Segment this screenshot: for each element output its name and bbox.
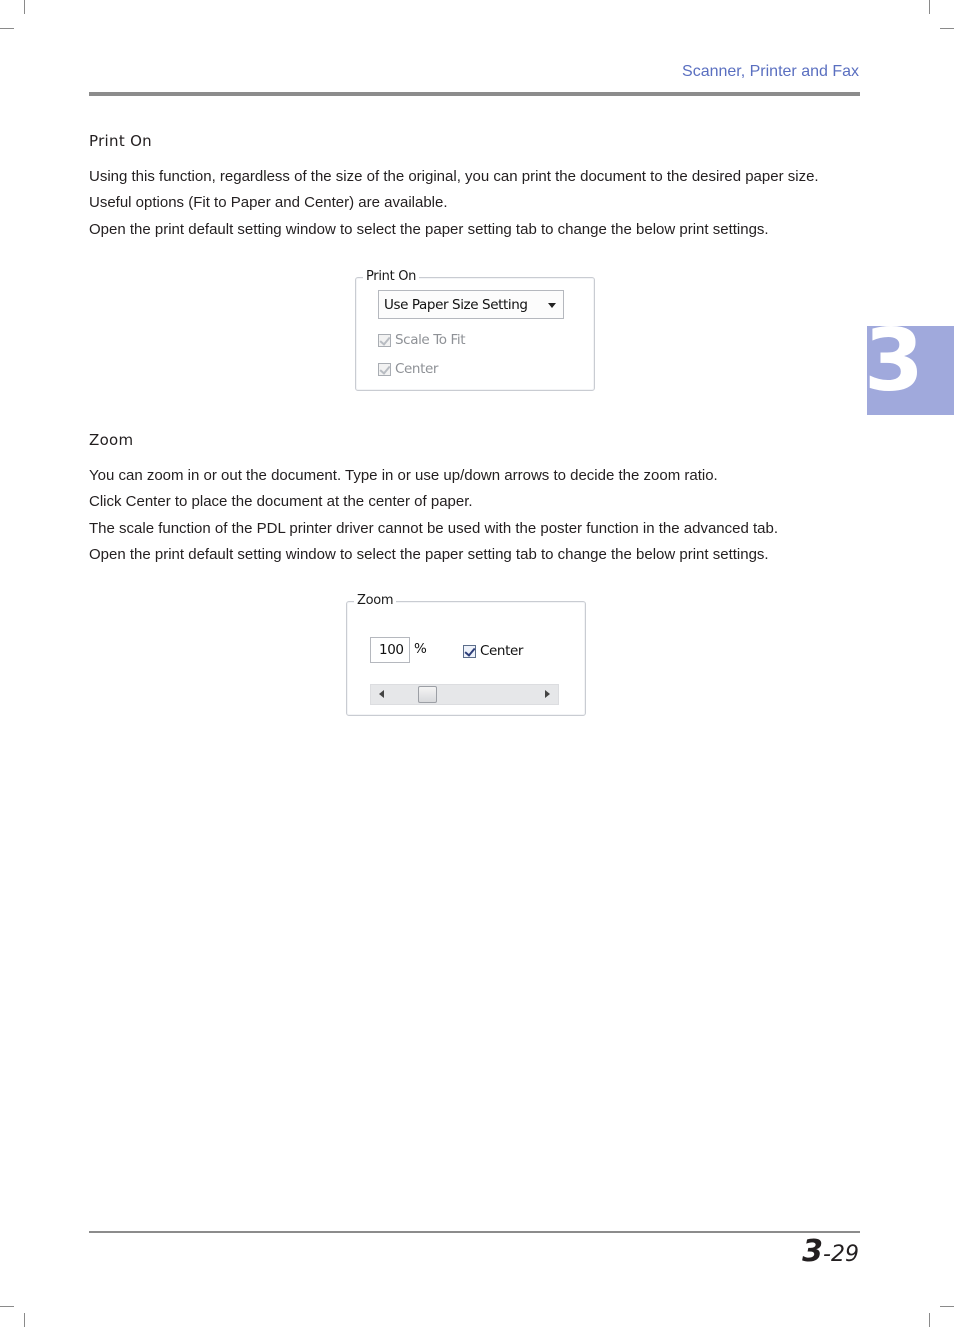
chapter-tab-number: 3 (864, 311, 924, 411)
center-label: Center (395, 361, 439, 377)
chevron-down-icon (548, 303, 556, 308)
print-on-groupbox (355, 269, 595, 391)
page-number-separator: - (823, 1242, 831, 1267)
section-heading-print-on: Print On (89, 132, 152, 150)
arrow-left-icon[interactable] (379, 690, 384, 698)
zoom-unit-label: % (414, 641, 427, 657)
page-number-page: 29 (831, 1242, 859, 1267)
paper-size-dropdown[interactable] (378, 290, 564, 319)
crop-mark (0, 1306, 14, 1307)
header-rule (89, 92, 860, 96)
paragraph: Using this function, regardless of the size of the original, you can print the document to the desired paper size. (89, 168, 819, 185)
paper-size-dropdown-value: Use Paper Size Setting (384, 297, 528, 313)
section-body-zoom (89, 463, 869, 569)
crop-mark (929, 1313, 930, 1327)
page-number-chapter: 3 (802, 1234, 824, 1269)
crop-mark (940, 1306, 954, 1307)
chapter-tab (864, 311, 954, 415)
footer-rule (89, 1231, 860, 1233)
crop-mark (929, 0, 930, 14)
crop-mark (24, 1313, 25, 1327)
zoom-center-checkbox[interactable] (463, 643, 523, 659)
arrow-right-icon[interactable] (545, 690, 550, 698)
zoom-slider[interactable] (370, 684, 559, 705)
paragraph: The scale function of the PDL printer driver cannot be used with the poster function in the advanced tab. (89, 519, 779, 537)
section-heading-zoom: Zoom (89, 431, 134, 449)
crop-mark (940, 28, 954, 29)
zoom-slider-thumb[interactable] (418, 686, 437, 703)
scale-to-fit-label: Scale To Fit (395, 332, 466, 348)
paragraph: Useful options (Fit to Paper and Center) are available. (89, 194, 448, 212)
paragraph: Click Center to place the document at the center of paper. (89, 493, 473, 511)
section-body-print-on (89, 164, 869, 243)
zoom-groupbox (346, 593, 586, 716)
zoom-ratio-value: 100 (379, 642, 404, 658)
paragraph: Open the print default setting window to select the paper setting tab to change the below print settings. (89, 546, 769, 564)
center-checkbox[interactable] (378, 361, 438, 377)
paragraph: You can zoom in or out the document. Type in or use up/down arrows to decide the zoom ratio. (89, 467, 718, 484)
paragraph: Open the print default setting window to select the paper setting tab to change the below print settings. (89, 220, 769, 238)
zoom-legend: Zoom (354, 593, 396, 608)
crop-mark (0, 28, 14, 29)
running-header: Scanner, Printer and Fax (682, 63, 859, 80)
page-number (802, 1234, 859, 1269)
crop-mark (24, 0, 25, 14)
check-icon (463, 645, 476, 658)
zoom-ratio-input[interactable] (370, 637, 410, 663)
scale-to-fit-checkbox[interactable] (378, 332, 465, 348)
check-icon (378, 334, 391, 347)
check-icon (378, 363, 391, 376)
zoom-center-label: Center (480, 643, 524, 659)
print-on-legend: Print On (363, 269, 419, 284)
